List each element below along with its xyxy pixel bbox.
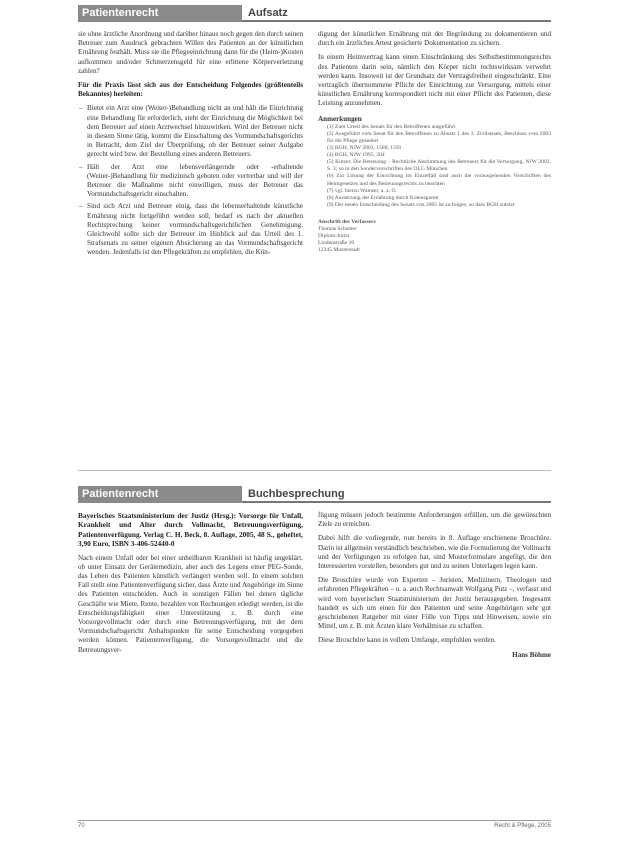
article-bullet: – Sind sich Arzt und Betreuer einig, dass die lebenserhaltende künstliche Ernährung nicht fortgeführt werden soll, bedarf es nach der aktuellen Rechtsprechung keiner vormundschaftsgerichtlichen Genehmigung. Gleichwohl sollte sich der Betreuer im Hinblick auf das Urteil des 1. Strafsenats zu seiner eigenen Absicherung an das Vormundschaftsgericht wenden. Jedenfalls ist den Pflegekräften zu empfehlen, die Kün-	[87, 202, 303, 257]
review-right-column	[318, 511, 551, 660]
article-bullet: – Bietet ein Arzt eine (Weiter-)Behandlung nicht an und hält die Einrichtung eine Behandlung für erforderlich, steht der Einrichtung die Möglichkeit bei dem Betreuer auf einen Arztwechsel hinzuwirken. Wird der Betreuer nicht in diesem Sinne tätig, kommt die Einschaltung des Vormundschaftsgerichts in Betracht, dem Ziel der Überprüfung, ob der Betreuer seiner Aufgabe gerecht wird bzw. der Bestellung eines anderen Betreuers.	[87, 104, 303, 159]
review-header	[78, 486, 551, 503]
article-intro: sie ohne ärztliche Anordnung und darüber hinaus noch gegen den durch seinen Betreuer zum Ausdruck gebrachten Willen des Patienten an der künstlichen Ernährung festhält. Muss sie die Pflegeeinrichtung dann für die (Heim-)Kosten aufkommen und/oder Schmerzensgeld für eine erlittene Körperverletzung zahlen?	[78, 30, 303, 75]
note-item: (5) Kutzer, Die Betreuung – Rechtliche Abstimmung des Betreuers für die Versorgung, NJW 2003, S. 3; so in den Sondervorschriften des OLG München	[327, 159, 551, 173]
note-item: (7) vgl. hierzu Wamser, a. a. O.	[327, 187, 397, 194]
article-lead: Für die Praxis lässt sich aus der Entscheidung Folgendes (größtenteils Bekanntes) herleiten:	[78, 81, 303, 99]
author-line: Diplom-Jurist	[318, 233, 350, 240]
note-item: (3) BGH, NJW 2003, 1588, 1591	[327, 145, 402, 152]
author-line: 12345 Musterstadt	[318, 247, 360, 254]
article-paragraph: In einem Heimvertrag kann einen Einschränkung des Selbstbestimmungsrechts des Patienten darin sein, nämlich den Körper nicht rechtswirksam verwehrt werden kann. Insoweit ist der Grundsatz der Vertragsfreiheit eingeschränkt. Eine vertraglich übernommene Pflicht der Einrichtung zur Versorgung, mittels einer künstlichen Ernährung korrespondiert nicht mit einer Pflicht des Patienten, diese Leistung anzunehmen.	[318, 53, 551, 108]
article-header	[78, 5, 551, 22]
author-line: Thomas Schuster	[318, 226, 357, 233]
author-address	[318, 219, 551, 254]
review-paragraph: fügung müssen jedoch bestimmte Anforderungen erfüllen, um die gewünschten Ziele zu erreichen.	[318, 511, 551, 529]
note-item: (1) Zum Urteil des Senats für den Betroffenen ausgeführt	[327, 123, 456, 130]
notes-list	[318, 124, 551, 209]
journal-reference: Recht & Pflege, 2005	[494, 823, 551, 829]
article-right-column	[318, 30, 551, 254]
page-number: 70	[78, 823, 85, 829]
notes-title: Anmerkungen	[318, 114, 362, 123]
review-paragraph: Die Broschüre wurde von Experten – Juristen, Medizinern, Theologen und erfahrenen Pflegekräften – u. a. auch Rechtsanwalt Wolfgang Putz –, verfasst und wird vom bayerischen Staatsministerium der Justiz herausgegeben. Insgesamt handelt es sich um einen für den Patienten und seine Angehörigen sehr gut geschriebenen Ratgeber mit einer Fülle von Tipps und Hinweisen, sowie ein Mittel, um z. B. mit Ärzten klare Verhältnisse zu schaffen.	[318, 576, 551, 631]
category-label: Aufsatz	[242, 5, 551, 22]
note-item: (8) Aussetzung der Ernährung durch Kotenspuren	[327, 194, 439, 201]
note-item: (6) Zur Lösung der Einrichtung im Einzelfall sind auch die vorausgehenden Vorschriften des Heimgesetzes und des Betreuungsrechts zu beachten	[327, 173, 551, 187]
note-item: (2) Ausgeführt vom Senat für den Betroffenen zu Absatz 1 des 3. Zivilsenats, Beschluss vom 2003 für die Pflege geändert	[327, 130, 551, 145]
page-footer	[78, 820, 551, 829]
review-paragraph: Diese Broschüre kann in vollem Umfange, empfohlen werden.	[318, 636, 496, 645]
article-bullet: – Hält der Arzt eine lebensverlängernde oder -erhaltende (Weiter-)Behandlung für medizinisch geboten oder vertretbar und will der Betreuer die Maßnahme nicht einwilligen, muss der Betreuer das Vormundschaftsgericht einschalten.	[87, 163, 303, 200]
review-paragraph: Dabei hilft die vorliegende, nun bereits in 8. Auflage erschienene Broschüre. Darin ist allgemein verständlich beschrieben, wie die Formulierung der Vollmacht und der Verfügungen zu erfolgen hat, sind Musterformulare angefügt, die den Interessierten vorstellen, besonders gut und zu seinen Unterlagen legen kann.	[318, 534, 551, 571]
section-divider	[78, 470, 551, 471]
reviewer-signature: Hans Böhme	[512, 650, 551, 659]
category-label: Buchbesprechung	[242, 486, 551, 503]
review-left-column	[78, 511, 303, 660]
note-item: (9) Der neuen Entscheidung des Senats von 2005 ist zu folgen, so dass BGH zuletzt	[327, 201, 515, 208]
article-left-column	[78, 30, 303, 261]
author-line: Lindenstraße 10	[318, 240, 355, 247]
article-bullet-list	[78, 104, 303, 257]
section-label: Patientenrecht	[78, 5, 242, 22]
book-title: Bayerisches Staatsministerium der Justiz (Hrsg.): Vorsorge für Unfall, Krankheit und Alter durch Vollmacht, Betreuungsverfügung, Patientenverfügung. Verlag C. H. Beck, 8. Auflage, 2005, 48 S., geheftet, 3,90 Euro, ISBN 3-406-52440-0	[78, 511, 303, 549]
note-item: (4) BGH, NJW 1995, 204	[327, 152, 385, 159]
article-paragraph: digung der künstlichen Ernährung mit der Begründung zu dokumentieren und durch ein ärztliches Attest gesicherte Dokumentation zu sichern.	[318, 30, 551, 48]
review-paragraph: Nach einem Unfall oder bei einer unheilbaren Krankheit ist häufig ungeklärt, ob unter Einsatz der Gerätemedizin, aber auch des Legens einer PEG-Sonde, das Leben des Patienten künstlich verlängert werden soll. In einem solchen Fall stellt eine Patientenverfügung sicher, dass Ärzte und Angehörige im Sinne des Patienten entscheiden. Auch in sonstigen Fällen bei denen tägliche Geschäfte wie Miete, Rente, bezahlen von Rechnungen erledigt werden, ist die Entscheidungsfähigkeit einer Unterstützung z. B. durch eine Vorsorgevollmacht oder durch eine Betreuungsverfügung, mit der dem Vormundschaftsgericht Anhaltspunkte für seine Entscheidung vorgegeben werden können. Patientenverfügung, die Vorsorgevollmacht und die Betreuungsver-	[78, 553, 303, 654]
author-address-title: Anschrift des Verfassers	[318, 218, 376, 225]
section-label: Patientenrecht	[78, 486, 242, 503]
